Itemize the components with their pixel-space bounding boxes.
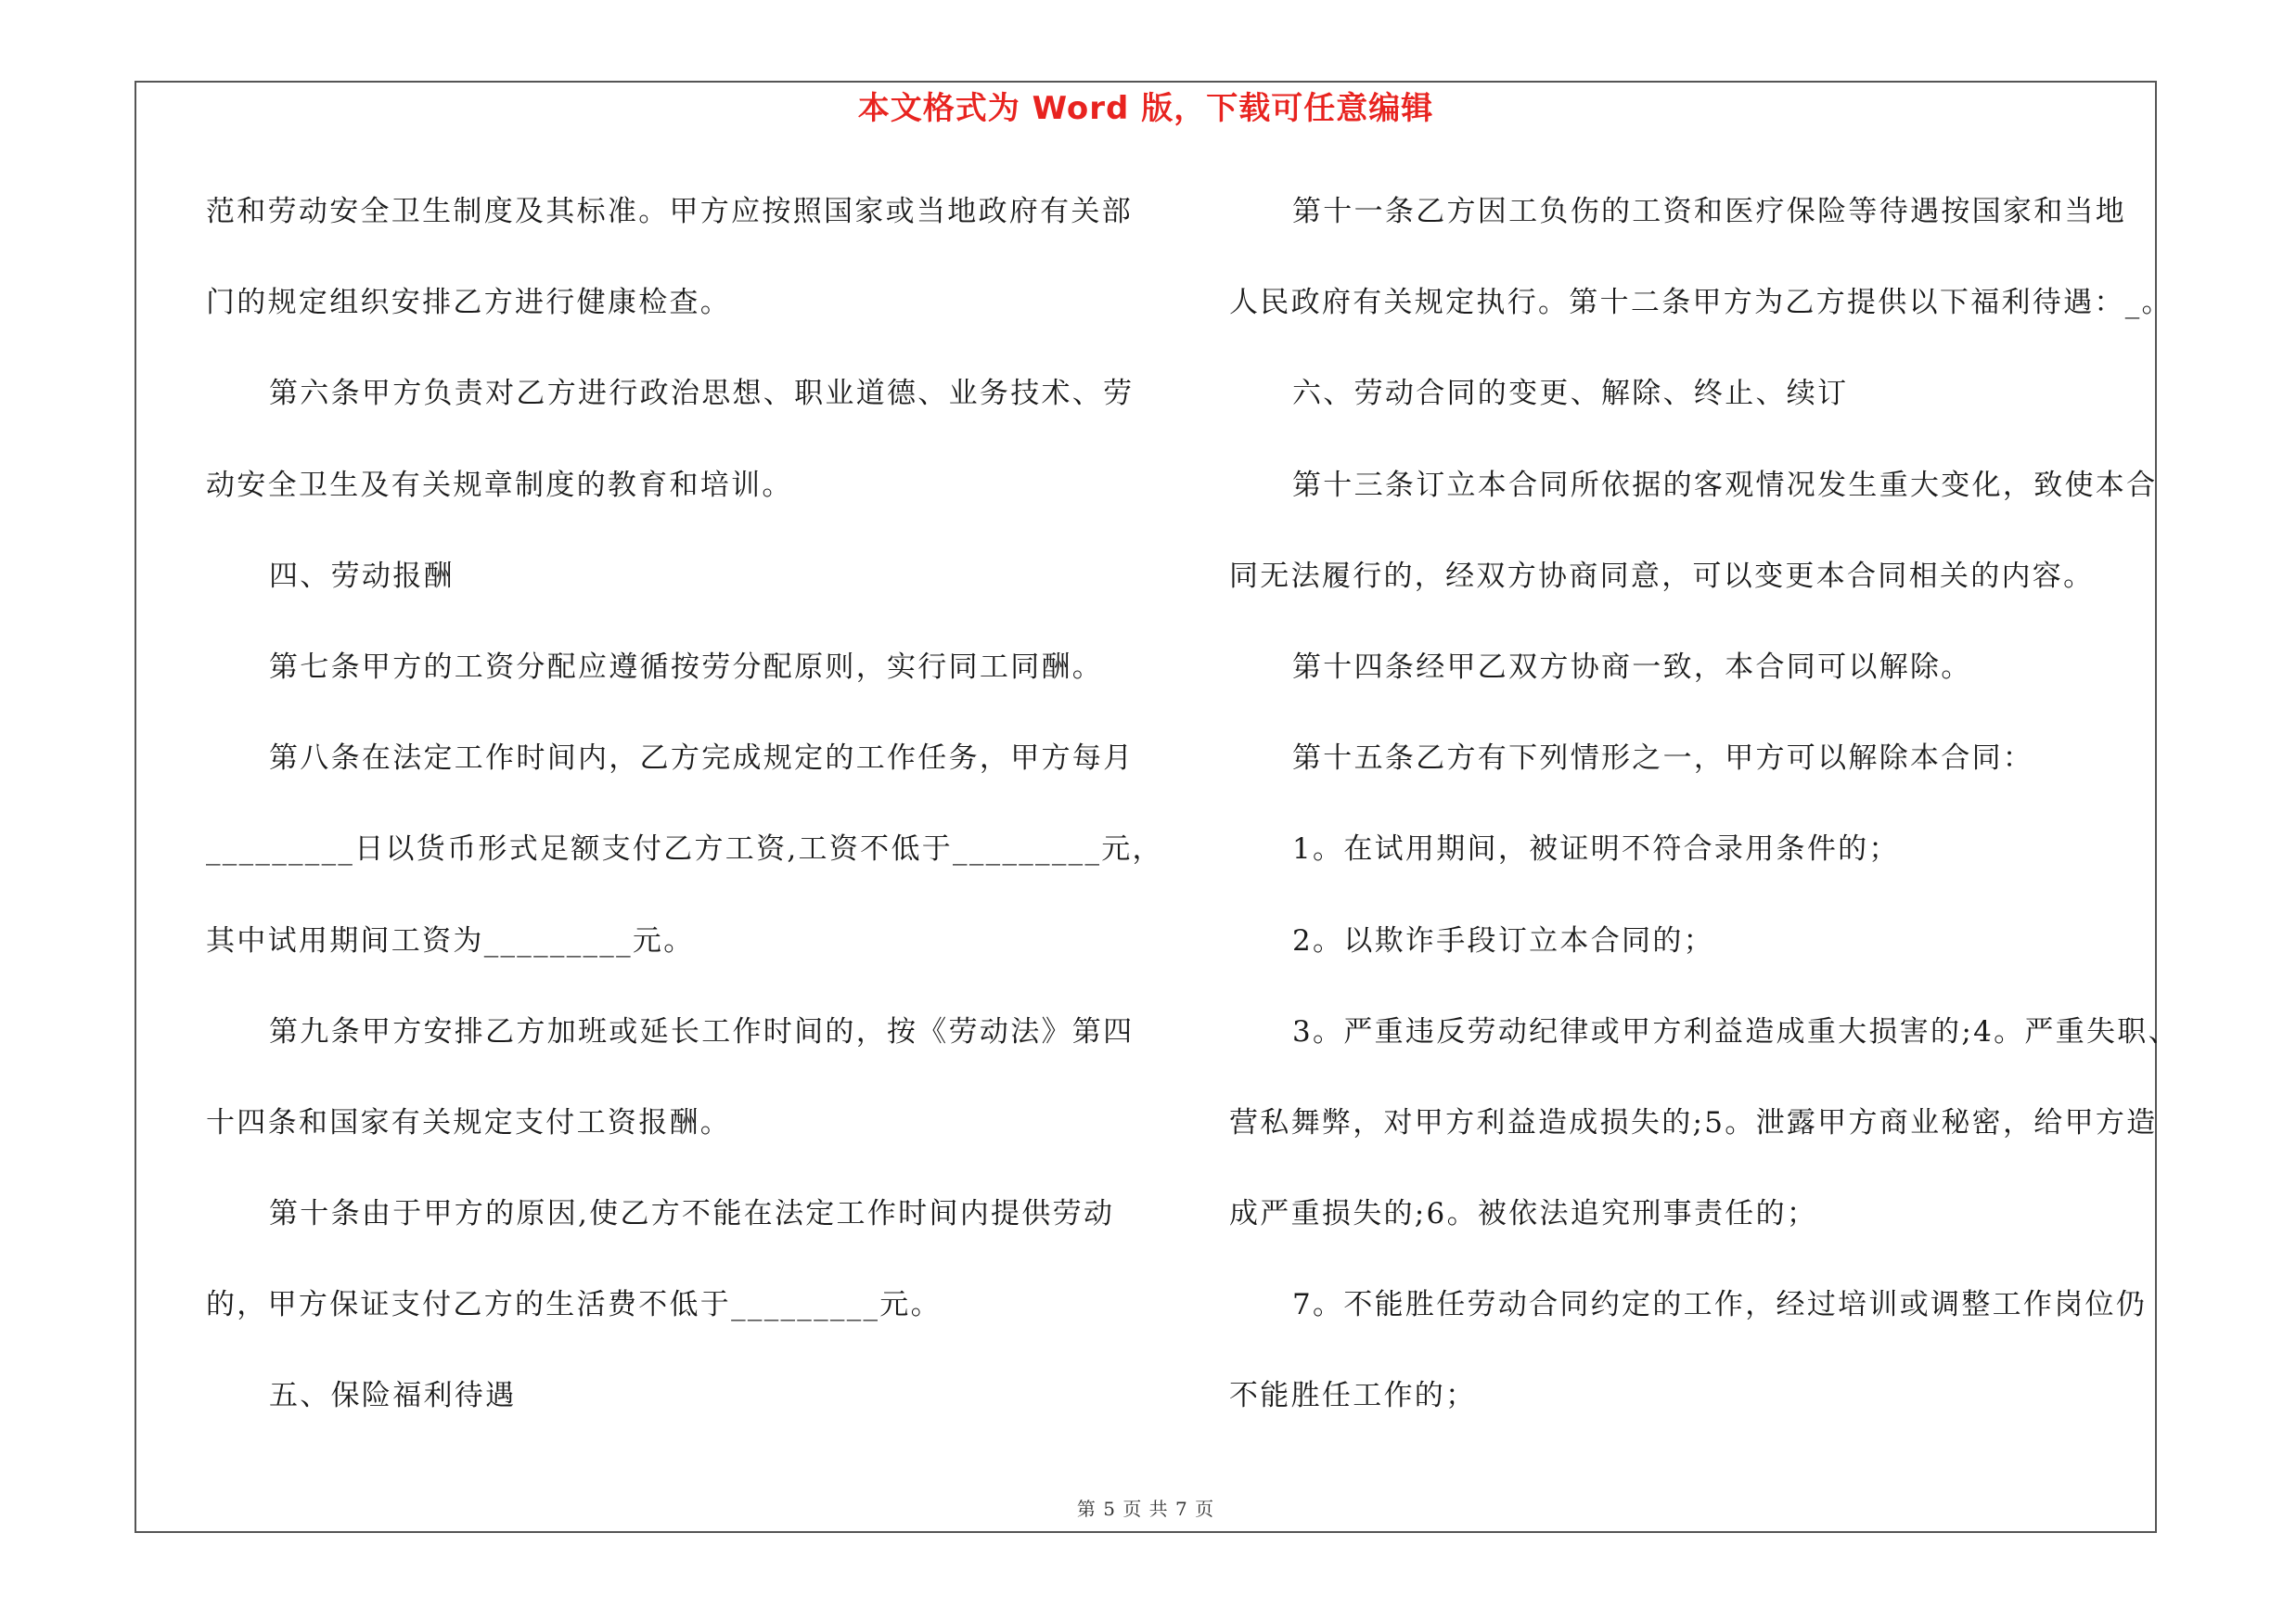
left-column [206, 184, 1163, 1460]
paragraph-line: _________日以货币形式足额支付乙方工资,工资不低于_________元， [206, 832, 1163, 867]
paragraph-line: 第八条在法定工作时间内，乙方完成规定的工作任务，甲方每月 [269, 741, 1135, 776]
paragraph-line: 第十三条订立本合同所依据的客观情况发生重大变化，致使本合 [1292, 468, 2158, 502]
paragraph-line: 同无法履行的，经双方协商同意，可以变更本合同相关的内容。 [1229, 559, 2095, 593]
paragraph-line: 第十一条乙方因工负伤的工资和医疗保险等待遇按国家和当地 [1292, 195, 2127, 228]
list-item: 7。不能胜任劳动合同约定的工作，经过培训或调整工作岗位仍 [1292, 1288, 2148, 1322]
paragraph-line: 第十五条乙方有下列情形之一，甲方可以解除本合同： [1292, 741, 2034, 776]
paragraph-line: 十四条和国家有关规定支付工资报酬。 [206, 1105, 732, 1140]
paragraph-line: 范和劳动安全卫生制度及其标准。甲方应按照国家或当地政府有关部 [206, 195, 1133, 228]
right-column [1229, 184, 2179, 1460]
paragraph-line: 营私舞弊，对甲方利益造成损失的;5。泄露甲方商业秘密，给甲方造 [1229, 1105, 2158, 1140]
section-heading: 六、劳动合同的变更、解除、终止、续订 [1292, 377, 1849, 411]
paragraph-line: 动安全卫生及有关规章制度的教育和培训。 [206, 468, 793, 502]
page-number: 第 5 页 共 7 页 [1076, 1498, 1215, 1520]
paragraph-line: 第七条甲方的工资分配应遵循按劳分配原则，实行同工同酬。 [269, 650, 1104, 684]
paragraph-line: 不能胜任工作的； [1229, 1379, 1477, 1413]
paragraph-line: 门的规定组织安排乙方进行健康检查。 [206, 286, 732, 320]
paragraph-line: 第六条甲方负责对乙方进行政治思想、职业道德、业务技术、劳 [269, 377, 1135, 411]
section-heading: 五、保险福利待遇 [269, 1379, 517, 1413]
paragraph-line: 第十条由于甲方的原因,使乙方不能在法定工作时间内提供劳动 [269, 1197, 1115, 1231]
paragraph-line: 其中试用期间工资为_________元。 [206, 923, 695, 958]
paragraph-line: 第十四条经甲乙双方协商一致，本合同可以解除。 [1292, 650, 1972, 684]
section-heading: 四、劳动报酬 [269, 559, 455, 593]
list-item: 3。严重违反劳动纪律或甲方利益造成重大损害的;4。严重失职、 [1292, 1014, 2179, 1049]
paragraph-line: 人民政府有关规定执行。第十二条甲方为乙方提供以下福利待遇：_。 [1229, 286, 2173, 320]
header-banner: 本文格式为 Word 版，下载可任意编辑 [857, 90, 1434, 127]
list-item: 1。在试用期间，被证明不符合录用条件的； [1292, 832, 1900, 867]
paragraph-line: 成严重损失的;6。被依法追究刑事责任的； [1229, 1197, 1818, 1231]
paragraph-line: 第九条甲方安排乙方加班或延长工作时间的，按《劳动法》第四 [269, 1014, 1135, 1049]
paragraph-line: 的，甲方保证支付乙方的生活费不低于_________元。 [206, 1288, 942, 1322]
list-item: 2。以欺诈手段订立本合同的； [1292, 923, 1714, 958]
